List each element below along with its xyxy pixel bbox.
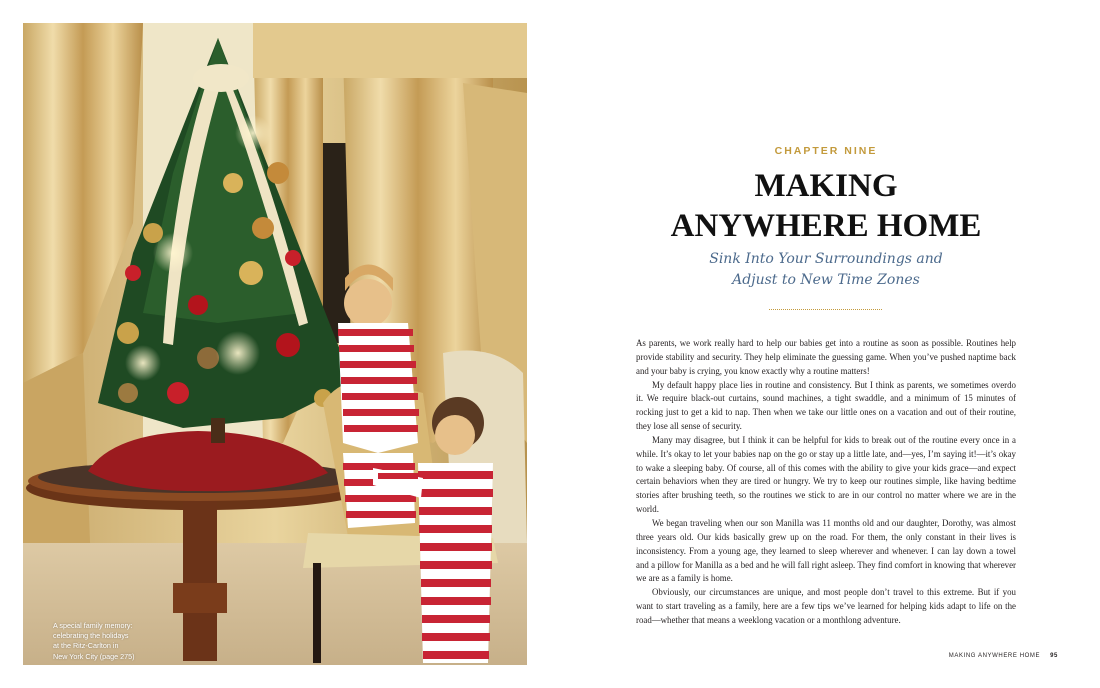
christmas-tree-photo-illustration bbox=[23, 23, 527, 665]
dotted-divider bbox=[769, 309, 882, 310]
chapter-subtitle-line-2: Adjust to New Time Zones bbox=[732, 272, 920, 288]
body-paragraph: As parents, we work really hard to help our babies get into a routine as soon as possible. Routines help provide stability and security. They help eliminate the guessing game. When you’ve pushed naptime back and your baby is crying, you know exactly why a routine matters! bbox=[636, 338, 1016, 376]
chapter-title bbox=[610, 166, 1042, 246]
body-paragraph: My default happy place lies in routine and consistency. But I think as parents, we sometimes overdo it. We require black-out curtains, sound machines, a tight swaddle, and a minimum of 15 minutes of rocking just to get a kid to nap. Then when we take our little ones on a vacation and out of their routine, they lose all sense of security. bbox=[636, 379, 1016, 432]
running-head: MAKING ANYWHERE HOME bbox=[948, 653, 1041, 659]
photo-caption: A special family memory: celebrating the holidays at the Ritz-Carlton in New York City (page 275) bbox=[53, 621, 135, 661]
body-paragraph: Obviously, our circumstances are unique, and most people don’t travel to this extreme. But if you want to start traveling as a family, here are a few tips we’ve learned for helping kids adapt to life on the road—whether that means a weeklong vacation or a monthlong adventure. bbox=[636, 587, 1016, 625]
chapter-subtitle bbox=[636, 249, 1016, 291]
page-number: 95 bbox=[1050, 653, 1058, 659]
chapter-title-line-1: MAKING bbox=[754, 168, 898, 204]
running-footer bbox=[949, 653, 1058, 659]
body-paragraph: We began traveling when our son Manilla was 11 months old and our daughter, Dorothy, was almost three years old. Our kids basically grew up on the road. For them, the only constant in their lives is inconsistency. From a young age, they learned to sleep wherever and whenever. I can lay down a towel and a pillow for Manilla as a bed and he will fall right asleep. They find comfort in knowing that wherever we are as a family is home. bbox=[636, 517, 1016, 584]
chapter-subtitle-line-1: Sink Into Your Surroundings and bbox=[709, 251, 943, 267]
chapter-number-label: CHAPTER NINE bbox=[774, 145, 878, 157]
chapter-photo bbox=[23, 23, 527, 665]
body-paragraph: Many may disagree, but I think it can be helpful for kids to break out of the routine every once in a while. It’s okay to let your babies nap on the go or stay up a little late, and—yes, I’m saying it!—it’s okay to wake a sleeping baby. Of course, all of this comes with the ability to give your kids grace—and expect certain behaviors when they are tired or hungry. We try to keep our routines simple, like having bedtime stories after brushing teeth, so the routines we stick to are in our control no matter where we are in the world. bbox=[636, 434, 1016, 515]
chapter-title-line-2: ANYWHERE HOME bbox=[670, 208, 982, 244]
chapter-body bbox=[636, 337, 1016, 628]
